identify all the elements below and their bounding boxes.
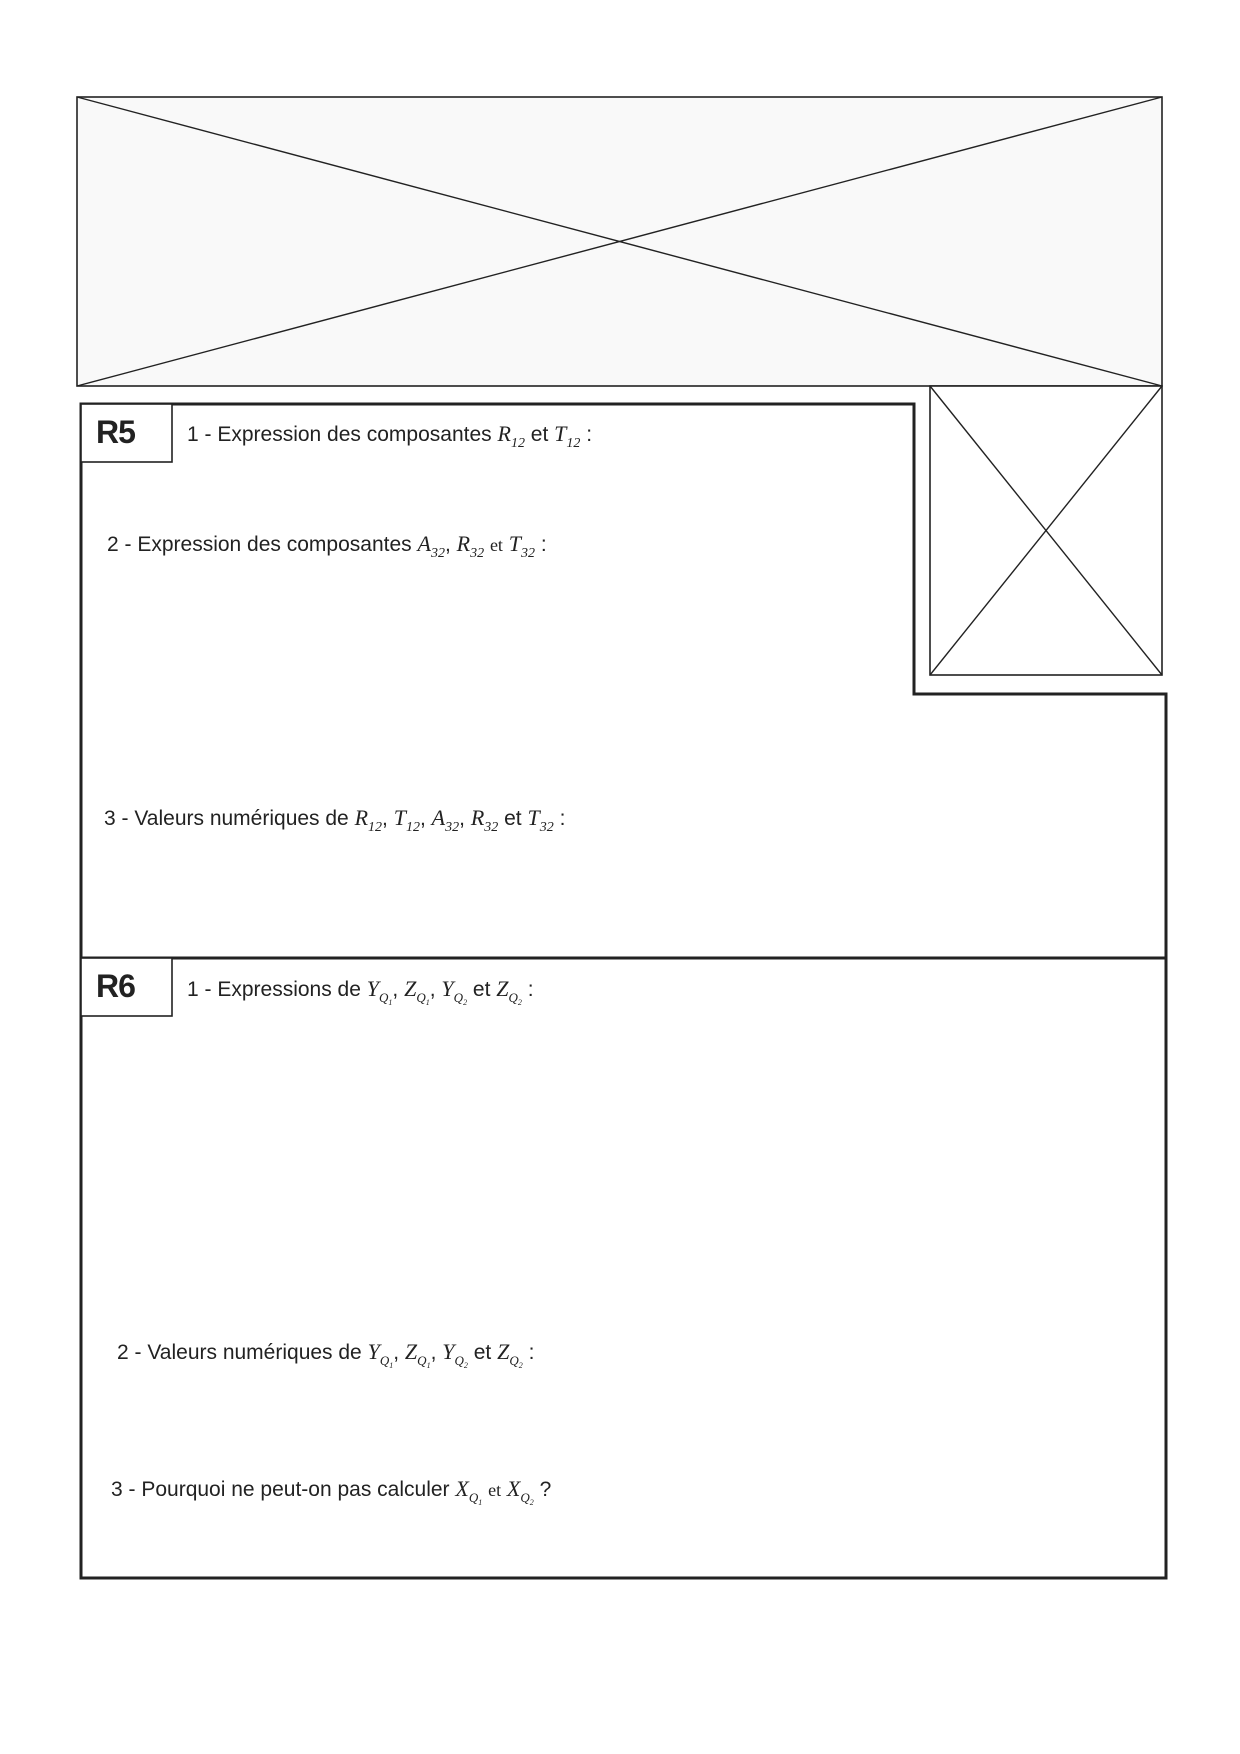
- r5-question-2: 2 - Expression des composantes $A_{32}$, $R_{32}$ et $T_{32}$ :: [107, 531, 547, 561]
- r5-label: R5: [96, 414, 135, 450]
- side-box-placeholder: [930, 386, 1162, 675]
- r6-question-1: 1 - Expressions de $Y_{Q_1}$, $Z_{Q_1}$, $Y_{Q_2}$ et $Z_{Q_2}$ :: [187, 976, 534, 1007]
- r5-question-1: 1 - Expression des composantes $R_{12}$ et $T_{12}$ :: [187, 421, 593, 451]
- top-banner-placeholder: [77, 97, 1162, 386]
- r6-question-2: 2 - Valeurs numériques de $Y_{Q_1}$, $Z_{Q_1}$, $Y_{Q_2}$ et $Z_{Q_2}$ :: [117, 1339, 535, 1370]
- r6-question-3: 3 - Pourquoi ne peut-on pas calculer $X_{Q_1}$ et $X_{Q_2}$ ?: [111, 1476, 552, 1507]
- r6-label: R6: [96, 968, 135, 1004]
- r5-question-3: 3 - Valeurs numériques de $R_{12}$, $T_{12}$, $A_{32}$, $R_{32}$ et $T_{32}$ :: [104, 805, 566, 835]
